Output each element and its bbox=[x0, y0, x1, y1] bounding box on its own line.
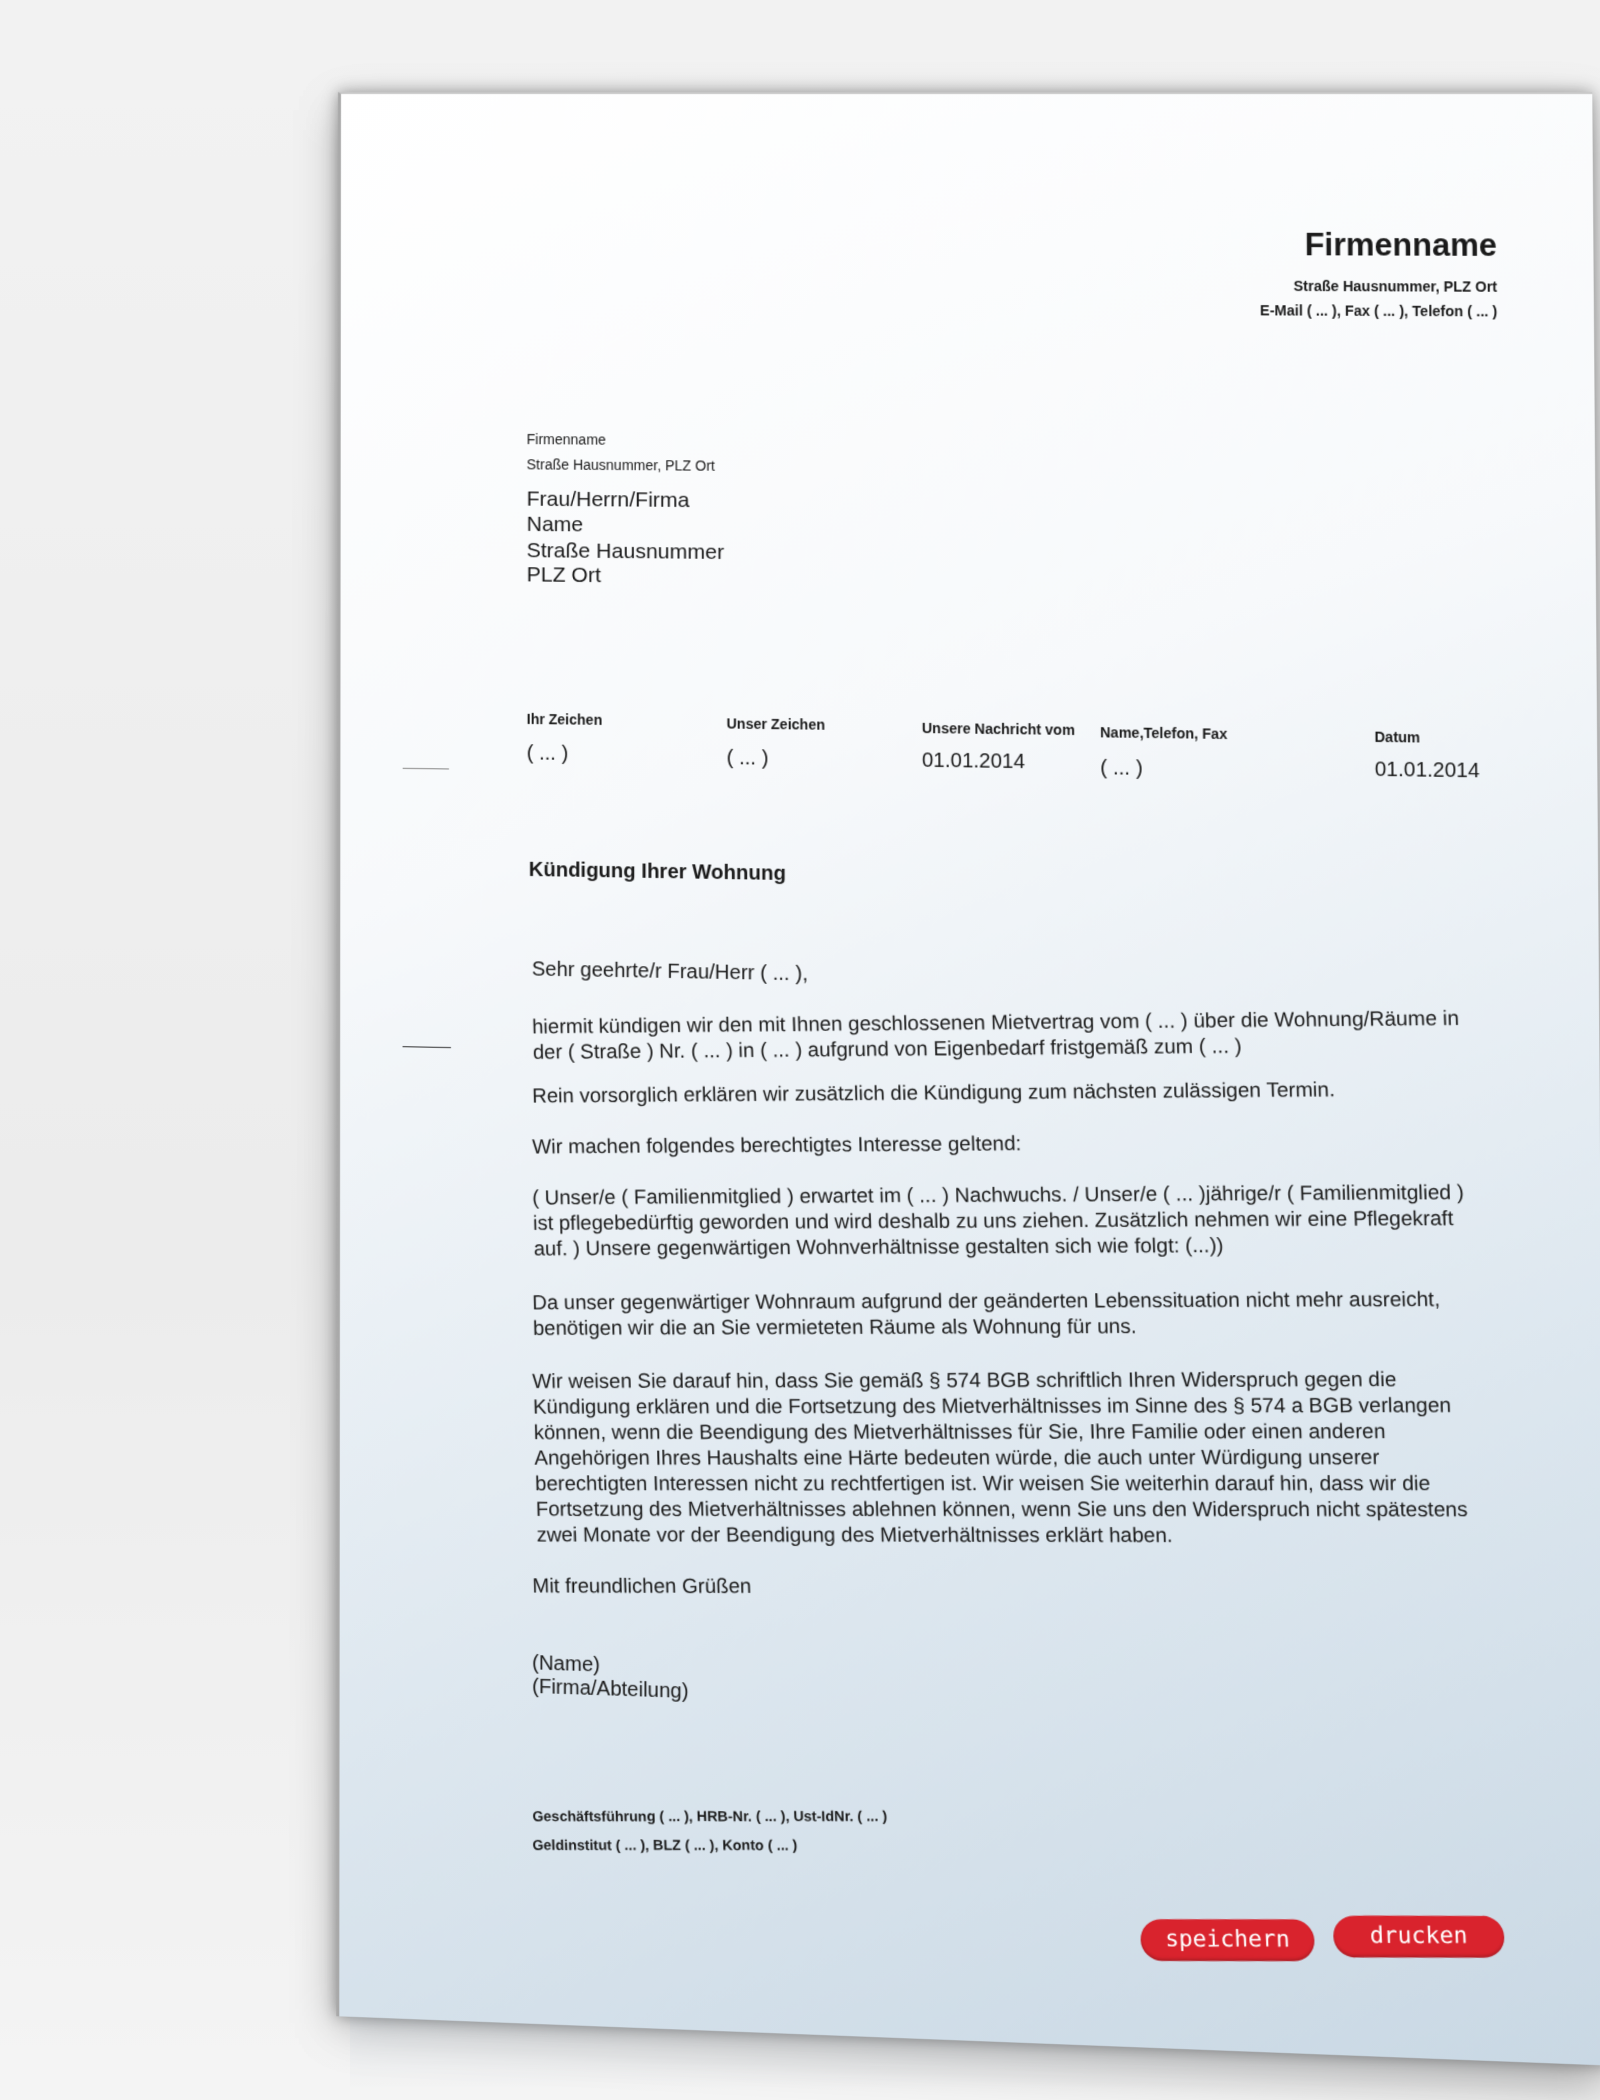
footer-bank-info: Geldinstitut ( ... ), BLZ ( ... ), Konto ( ... ) bbox=[532, 1836, 798, 1854]
ref-label-nachricht-vom: Unsere Nachricht vom bbox=[921, 719, 1075, 739]
body-paragraph-1-line-2: der ( Straße ) Nr. ( ... ) in ( ... ) aufgrund von Eigenbedarf fristgemäß zum ( ... ) bbox=[532, 1035, 1243, 1064]
letter-subject: Kündigung Ihrer Wohnung bbox=[528, 858, 786, 886]
letterhead-contact: E-Mail ( ... ), Fax ( ... ), Telefon ( ... ) bbox=[1260, 302, 1498, 320]
body-paragraph-6-line-1: Wir weisen Sie darauf hin, dass Sie gemäß § 574 BGB schriftlich Ihren Widerspruch gegen die bbox=[532, 1368, 1397, 1394]
body-paragraph-6-line-3: können, wenn die Beendigung des Mietverhältnisses für Sie, Ihre Familie oder einen anderen bbox=[533, 1420, 1386, 1445]
body-paragraph-5-line-2: benötigen wir die an Sie vermieteten Räume als Wohnung für uns. bbox=[532, 1315, 1137, 1340]
body-paragraph-4-line-1: ( Unser/e ( Familienmitglied ) erwartet im ( ... ) Nachwuchs. / Unser/e ( ... )jährige/r ( Familienmitglied ) bbox=[531, 1181, 1465, 1210]
body-paragraph-6-line-6: Fortsetzung des Mietverhältnisses ablehnen können, wenn Sie uns den Widerspruch nicht spätestens bbox=[535, 1498, 1468, 1522]
recipient-street: Straße Hausnummer bbox=[526, 538, 725, 565]
sender-company: Firmenname bbox=[526, 430, 606, 448]
recipient-name: Name bbox=[526, 512, 584, 537]
ref-label-ihr-zeichen: Ihr Zeichen bbox=[526, 710, 603, 728]
fold-mark-top bbox=[403, 768, 449, 770]
letter-page bbox=[336, 92, 1600, 2066]
recipient-salutation: Frau/Herrn/Firma bbox=[526, 487, 690, 513]
body-paragraph-6-line-5: berechtigten Interessen nicht zu rechtfertigen ist. Wir weisen Sie weiterhin darauf hin, dass wir die bbox=[534, 1472, 1431, 1496]
letterhead-street: Straße Hausnummer, PLZ Ort bbox=[1293, 277, 1498, 295]
ref-label-unser-zeichen: Unser Zeichen bbox=[726, 715, 826, 733]
body-paragraph-5-line-1: Da unser gegenwärtiger Wohnraum aufgrund der geänderten Lebenssituation nicht mehr ausreicht, bbox=[531, 1288, 1441, 1315]
fold-mark-middle bbox=[403, 1046, 451, 1048]
signature-name: (Name) bbox=[532, 1651, 601, 1677]
print-button[interactable]: drucken bbox=[1333, 1916, 1506, 1958]
body-paragraph-6-line-2: Kündigung erklären und die Fortsetzung des Mietverhältnisses im Sinne des § 574 a BGB verlangen bbox=[532, 1394, 1452, 1419]
body-paragraph-4 bbox=[532, 1180, 1485, 1262]
body-paragraph-5 bbox=[532, 1287, 1484, 1342]
body-paragraph-4-line-3: auf. ) Unsere gegenwärtigen Wohnverhältnisse gestalten sich wie folgt: (...)) bbox=[533, 1234, 1224, 1261]
body-paragraph-2: Rein vorsorglich erklären wir zusätzlich die Kündigung zum nächsten zulässigen Termin. bbox=[531, 1078, 1336, 1108]
body-paragraph-1 bbox=[532, 1006, 1483, 1066]
ref-value-ihr-zeichen: ( ... ) bbox=[526, 742, 569, 766]
ref-label-name-telefon-fax: Name,Telefon, Fax bbox=[1100, 724, 1228, 743]
body-paragraph-6-line-7: zwei Monate vor der Beendigung des Mietverhältnisses erklärt haben. bbox=[536, 1523, 1173, 1548]
body-paragraph-6 bbox=[532, 1367, 1490, 1549]
body-paragraph-4-line-2: ist pflegebedürftig geworden und wird deshalb zu uns ziehen. Zusätzlich nehmen wir eine Pflegekraft bbox=[532, 1207, 1454, 1235]
ref-label-datum: Datum bbox=[1374, 728, 1421, 746]
recipient-city: PLZ Ort bbox=[526, 563, 601, 588]
footer-company-info: Geschäftsführung ( ... ), HRB-Nr. ( ... ), Ust-IdNr. ( ... ) bbox=[532, 1807, 888, 1825]
body-paragraph-3: Wir machen folgendes berechtigtes Interesse geltend: bbox=[531, 1132, 1022, 1159]
ref-value-datum: 01.01.2014 bbox=[1374, 758, 1480, 783]
body-paragraph-6-line-4: Angehörigen Ihres Haushalts eine Härte bedeuten würde, die auch unter Würdigung unserer bbox=[534, 1446, 1380, 1470]
signature-department: (Firma/Abteilung) bbox=[532, 1675, 689, 1704]
ref-value-name-telefon-fax: ( ... ) bbox=[1100, 756, 1143, 780]
save-button[interactable]: speichern bbox=[1140, 1919, 1315, 1961]
letter-greeting: Sehr geehrte/r Frau/Herr ( ... ), bbox=[531, 958, 808, 986]
ref-value-nachricht-vom: 01.01.2014 bbox=[921, 749, 1026, 774]
ref-value-unser-zeichen: ( ... ) bbox=[726, 746, 769, 770]
letter-closing: Mit freundlichen Grüßen bbox=[532, 1575, 752, 1599]
sender-address: Straße Hausnummer, PLZ Ort bbox=[526, 456, 715, 474]
body-paragraph-1-line-1: hiermit kündigen wir den mit Ihnen geschlossenen Mietvertrag vom ( ... ) über die Wohnung/Räume in bbox=[531, 1007, 1460, 1039]
letterhead-company-name: Firmenname bbox=[1304, 226, 1498, 264]
